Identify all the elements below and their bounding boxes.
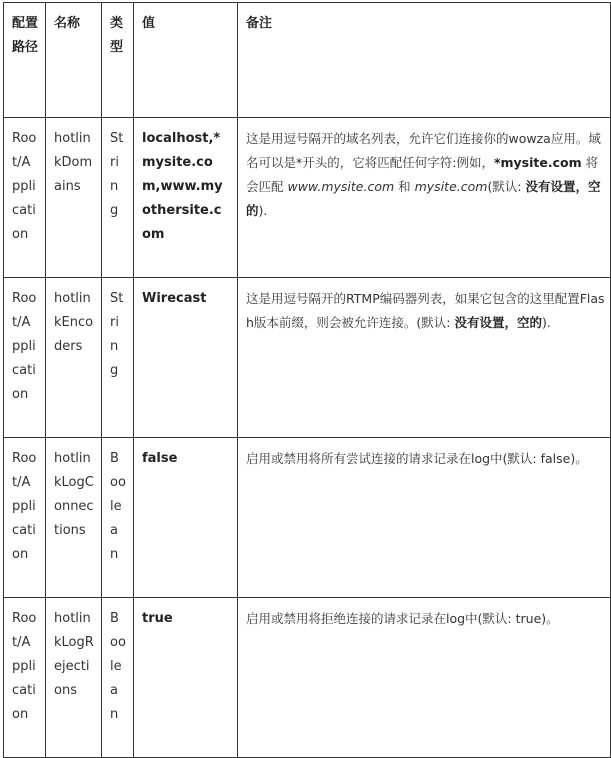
note-text: ). <box>542 315 551 330</box>
cell-path: Root/Application <box>4 438 46 598</box>
config-table <box>3 2 611 758</box>
note-italic: www.mysite.com <box>287 179 395 194</box>
cell-path: Root/Application <box>4 118 46 278</box>
note-text: 这是用逗号隔开的RTMP编码器列表，如果它包含的这里配置Flash版本前缀，则会被允许连接。(默认: <box>246 291 605 330</box>
cell-name: hotlinkLogRejections <box>46 598 102 758</box>
note-bold: *mysite.com <box>493 155 582 170</box>
header-path: 配置路径 <box>4 3 46 118</box>
cell-type: Boolean <box>102 438 134 598</box>
cell-name: hotlinkDomains <box>46 118 102 278</box>
header-type: 类型 <box>102 3 134 118</box>
note-text: 启用或禁用将所有尝试连接的请求记录在log中(默认: false)。 <box>246 451 588 466</box>
cell-note <box>238 598 611 758</box>
cell-path: Root/Application <box>4 278 46 438</box>
note-text: 启用或禁用将拒绝连接的请求记录在log中(默认: true)。 <box>246 611 559 626</box>
note-bold: 没有设置，空的 <box>246 179 601 218</box>
cell-value: Wirecast <box>134 278 238 438</box>
note-text: 将会匹配 <box>246 155 599 194</box>
note-text: 这是用逗号隔开的域名列表，允许它们连接你的wowza应用。域名可以是*开头的，它将匹配任何字符:例如， <box>246 131 601 170</box>
cell-note <box>238 118 611 278</box>
cell-value: true <box>134 598 238 758</box>
table-row <box>4 438 611 598</box>
cell-type: String <box>102 278 134 438</box>
header-note: 备注 <box>238 3 611 118</box>
cell-path: Root/Application <box>4 598 46 758</box>
table-row <box>4 598 611 758</box>
header-name: 名称 <box>46 3 102 118</box>
cell-type: Boolean <box>102 598 134 758</box>
cell-note <box>238 438 611 598</box>
table-row <box>4 118 611 278</box>
note-text: ). <box>258 203 268 218</box>
cell-name: hotlinkEncoders <box>46 278 102 438</box>
note-italic: mysite.com <box>414 179 488 194</box>
note-text: 和 <box>394 179 415 194</box>
header-value: 值 <box>134 3 238 118</box>
cell-value: localhost,*mysite.com,www.myothersite.com <box>134 118 238 278</box>
table-row <box>4 278 611 438</box>
header-row <box>4 3 611 118</box>
cell-note <box>238 278 611 438</box>
cell-type: String <box>102 118 134 278</box>
cell-name: hotlinkLogConnections <box>46 438 102 598</box>
note-text: (默认: <box>487 179 526 194</box>
cell-value: false <box>134 438 238 598</box>
note-bold: 没有设置，空的 <box>454 315 543 330</box>
